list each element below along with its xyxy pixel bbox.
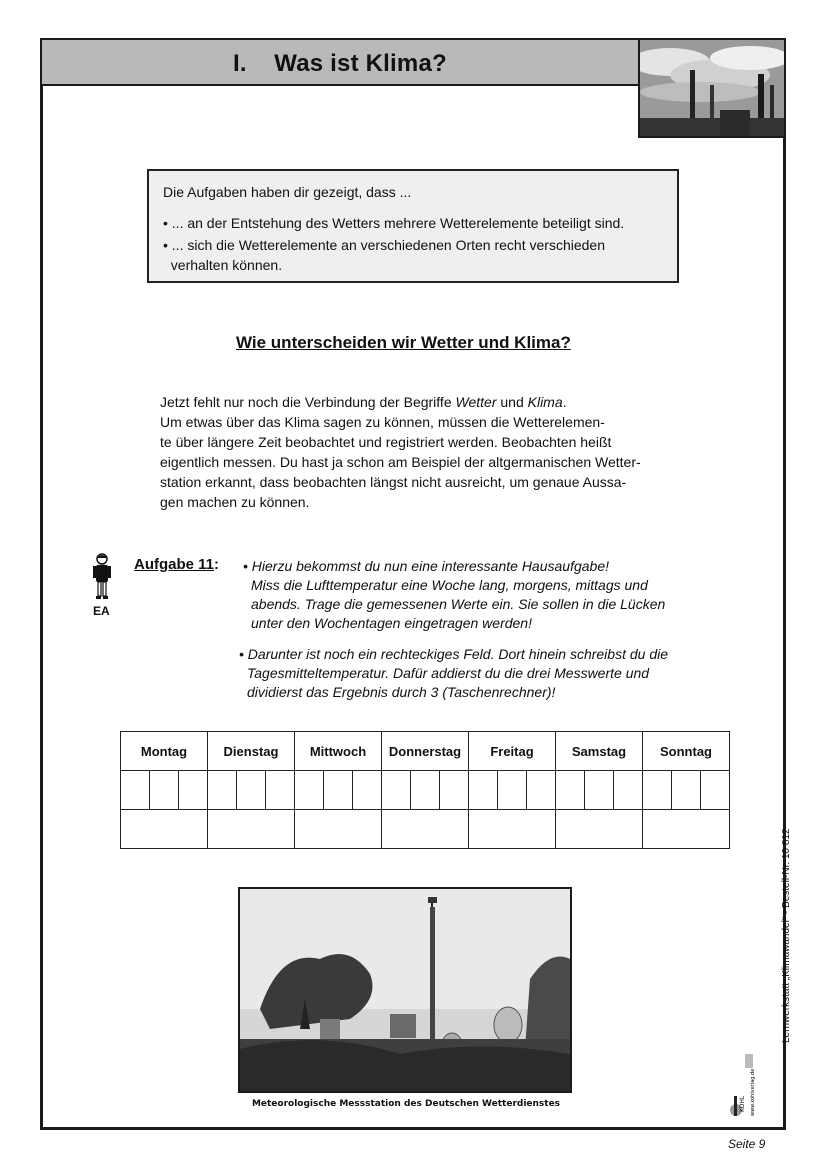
measurement-cell[interactable] (672, 771, 701, 810)
measurement-cell[interactable] (585, 771, 614, 810)
measurement-cell[interactable] (440, 771, 469, 810)
factory-chimneys-photo (638, 40, 784, 138)
task-instructions-2: • Darunter ist noch ein rechteckiges Feld. Dort hinein schreibst du die Tagesmitteltemperatur. Dafür addierst du die drei Messwerte und dividierst das Ergebnis durch 3 (Taschenrechner)! (239, 646, 669, 700)
measurement-cell[interactable] (208, 771, 237, 810)
average-cell[interactable] (382, 810, 469, 849)
measurement-cell[interactable] (411, 771, 440, 810)
day-header: Dienstag (208, 732, 295, 771)
page-number: Seite 9 (728, 1137, 766, 1151)
day-header: Montag (121, 732, 208, 771)
measurement-cell[interactable] (498, 771, 527, 810)
weather-station-photo (238, 887, 572, 1093)
measurement-cell[interactable] (266, 771, 295, 810)
section-heading: Wie unterscheiden wir Wetter und Klima? (236, 333, 571, 352)
summary-box (147, 169, 679, 283)
average-cell[interactable] (469, 810, 556, 849)
average-cell[interactable] (121, 810, 208, 849)
measurement-cell[interactable] (324, 771, 353, 810)
day-header: Mittwoch (295, 732, 382, 771)
average-cell[interactable] (643, 810, 730, 849)
order-info: Lernwerkstatt „Klimawandel“ - Bestell-Nr. 10 812 (781, 828, 792, 1043)
task-label: Aufgabe 11: (134, 556, 220, 573)
ea-label: EA (93, 604, 110, 618)
summary-intro: Die Aufgaben haben dir gezeigt, dass ... (163, 184, 412, 200)
measurement-row (121, 771, 730, 810)
summary-bullet: • ... sich die Wetterelemente an verschiedenen Orten recht verschieden verhalten können. (163, 237, 605, 273)
measurement-cell[interactable] (353, 771, 382, 810)
page-title: I. Was ist Klima? (233, 50, 447, 77)
measurement-cell[interactable] (295, 771, 324, 810)
day-header: Freitag (469, 732, 556, 771)
measurement-cell[interactable] (527, 771, 556, 810)
measurement-cell[interactable] (382, 771, 411, 810)
intro-paragraph: Jetzt fehlt nur noch die Verbindung der Begriffe Wetter und Klima. Um etwas über das Klima sagen zu können, müssen die Wetterelemen- te über längere Zeit beobachtet und registriert werden. Beobachten heißt eigentlich messen. Du hast ja schon am Beispiel der altgermanischen Wetter- station erkannt, dass beobachten längst nicht ausreicht, um genaue Aussa- gen machen zu können. (160, 394, 641, 510)
measurement-cell[interactable] (643, 771, 672, 810)
measurement-cell[interactable] (179, 771, 208, 810)
average-row (121, 810, 730, 849)
day-header: Sonntag (643, 732, 730, 771)
measurement-cell[interactable] (469, 771, 498, 810)
publisher-logo (728, 1052, 758, 1118)
average-cell[interactable] (556, 810, 643, 849)
photo-caption: Meteorologische Messstation des Deutschen Wetterdienstes (251, 1099, 561, 1109)
measurement-cell[interactable] (237, 771, 266, 810)
day-header-row (121, 732, 730, 771)
measurement-cell[interactable] (556, 771, 585, 810)
temperature-table (120, 731, 730, 849)
person-icon (90, 552, 114, 600)
measurement-cell[interactable] (614, 771, 643, 810)
day-header: Samstag (556, 732, 643, 771)
summary-bullet: • ... an der Entstehung des Wetters mehrere Wetterelemente beteiligt sind. (163, 215, 625, 231)
measurement-cell[interactable] (701, 771, 730, 810)
task-instructions-1: • Hierzu bekommst du nun eine interessante Hausaufgabe! Miss die Lufttemperatur eine Woche lang, morgens, mittags und abends. Trage die gemessenen Werte ein. Sie sollen in die Lücken unter den Wochentagen eingetragen werden! (243, 558, 666, 631)
measurement-cell[interactable] (121, 771, 150, 810)
svg-text:www.kohlverlag.de: www.kohlverlag.de (750, 1068, 756, 1116)
measurement-cell[interactable] (150, 771, 179, 810)
svg-text:KOHL: KOHL (739, 1095, 746, 1112)
day-header: Donnerstag (382, 732, 469, 771)
average-cell[interactable] (208, 810, 295, 849)
average-cell[interactable] (295, 810, 382, 849)
